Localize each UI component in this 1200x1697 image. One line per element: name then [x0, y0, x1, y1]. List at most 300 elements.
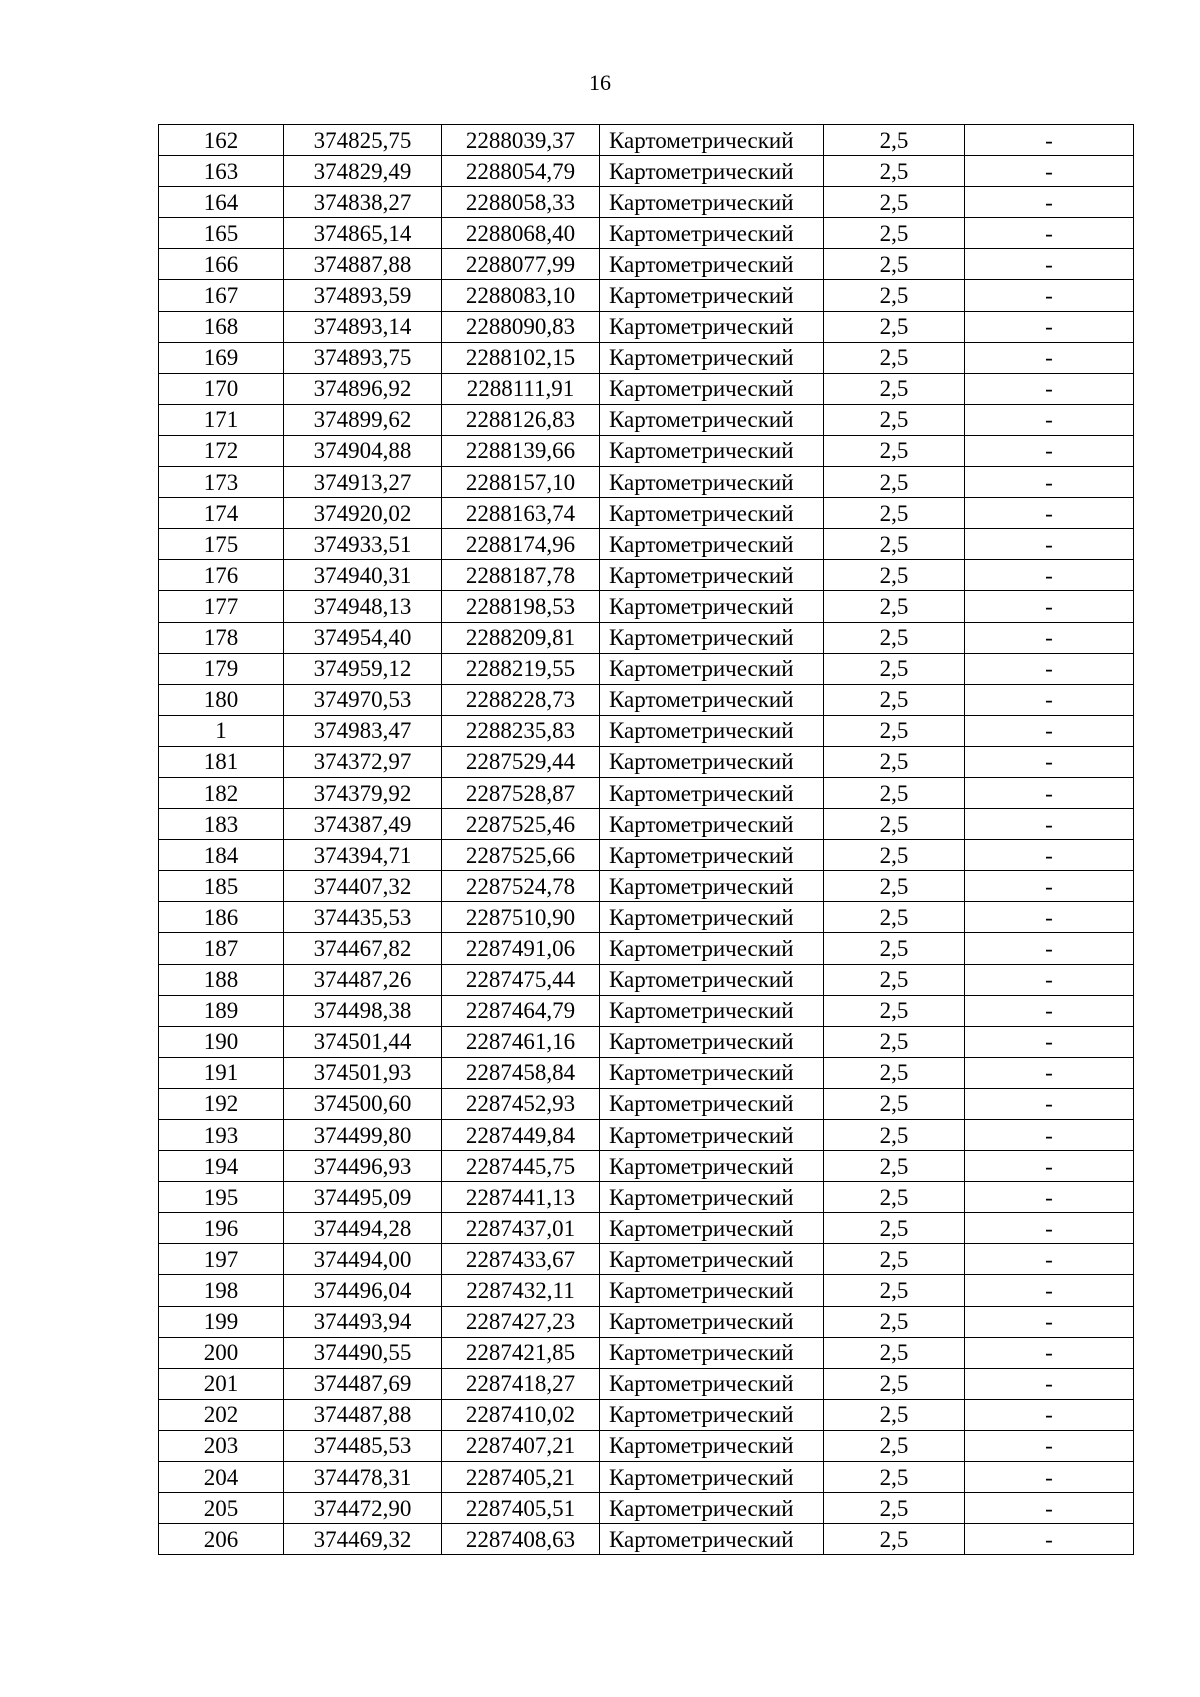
x-coordinate-cell: 374495,09 — [284, 1182, 442, 1213]
x-coordinate-cell: 374472,90 — [284, 1493, 442, 1524]
method-cell: Картометрический — [600, 404, 824, 435]
accuracy-cell: 2,5 — [824, 218, 965, 249]
description-cell: - — [965, 1399, 1134, 1430]
accuracy-cell: 2,5 — [824, 467, 965, 498]
description-cell: - — [965, 404, 1134, 435]
description-cell: - — [965, 1275, 1134, 1306]
point-number-cell: 204 — [159, 1462, 284, 1493]
x-coordinate-cell: 374379,92 — [284, 777, 442, 808]
y-coordinate-cell: 2287524,78 — [442, 871, 600, 902]
table-row — [159, 902, 1134, 933]
accuracy-cell: 2,5 — [824, 249, 965, 280]
point-number-cell: 205 — [159, 1493, 284, 1524]
y-coordinate-cell: 2287452,93 — [442, 1088, 600, 1119]
table-row — [159, 1213, 1134, 1244]
y-coordinate-cell: 2287464,79 — [442, 995, 600, 1026]
description-cell: - — [965, 591, 1134, 622]
x-coordinate-cell: 374829,49 — [284, 156, 442, 187]
method-cell: Картометрический — [600, 746, 824, 777]
method-cell: Картометрический — [600, 1493, 824, 1524]
point-number-cell: 164 — [159, 187, 284, 218]
description-cell: - — [965, 1026, 1134, 1057]
accuracy-cell: 2,5 — [824, 1120, 965, 1151]
description-cell: - — [965, 1462, 1134, 1493]
x-coordinate-cell: 374838,27 — [284, 187, 442, 218]
table-row — [159, 809, 1134, 840]
point-number-cell: 194 — [159, 1151, 284, 1182]
description-cell: - — [965, 280, 1134, 311]
description-cell: - — [965, 1306, 1134, 1337]
accuracy-cell: 2,5 — [824, 373, 965, 404]
description-cell: - — [965, 435, 1134, 466]
point-number-cell: 180 — [159, 684, 284, 715]
x-coordinate-cell: 374887,88 — [284, 249, 442, 280]
accuracy-cell: 2,5 — [824, 1026, 965, 1057]
table-row — [159, 467, 1134, 498]
point-number-cell: 206 — [159, 1524, 284, 1555]
y-coordinate-cell: 2288058,33 — [442, 187, 600, 218]
accuracy-cell: 2,5 — [824, 1244, 965, 1275]
point-number-cell: 169 — [159, 342, 284, 373]
x-coordinate-cell: 374893,59 — [284, 280, 442, 311]
table-row — [159, 1493, 1134, 1524]
y-coordinate-cell: 2287525,46 — [442, 809, 600, 840]
y-coordinate-cell: 2287427,23 — [442, 1306, 600, 1337]
accuracy-cell: 2,5 — [824, 777, 965, 808]
accuracy-cell: 2,5 — [824, 1337, 965, 1368]
x-coordinate-cell: 374913,27 — [284, 467, 442, 498]
y-coordinate-cell: 2288187,78 — [442, 560, 600, 591]
table-row — [159, 933, 1134, 964]
description-cell: - — [965, 1430, 1134, 1461]
y-coordinate-cell: 2288077,99 — [442, 249, 600, 280]
point-number-cell: 165 — [159, 218, 284, 249]
point-number-cell: 170 — [159, 373, 284, 404]
method-cell: Картометрический — [600, 902, 824, 933]
y-coordinate-cell: 2287418,27 — [442, 1368, 600, 1399]
x-coordinate-cell: 374500,60 — [284, 1088, 442, 1119]
point-number-cell: 187 — [159, 933, 284, 964]
x-coordinate-cell: 374959,12 — [284, 653, 442, 684]
x-coordinate-cell: 374394,71 — [284, 840, 442, 871]
table-row — [159, 125, 1134, 156]
accuracy-cell: 2,5 — [824, 1399, 965, 1430]
method-cell: Картометрический — [600, 1026, 824, 1057]
method-cell: Картометрический — [600, 311, 824, 342]
y-coordinate-cell: 2287449,84 — [442, 1120, 600, 1151]
description-cell: - — [965, 311, 1134, 342]
table-row — [159, 715, 1134, 746]
method-cell: Картометрический — [600, 498, 824, 529]
point-number-cell: 202 — [159, 1399, 284, 1430]
method-cell: Картометрический — [600, 373, 824, 404]
x-coordinate-cell: 374387,49 — [284, 809, 442, 840]
method-cell: Картометрический — [600, 1151, 824, 1182]
table-row — [159, 871, 1134, 902]
x-coordinate-cell: 374487,26 — [284, 964, 442, 995]
description-cell: - — [965, 1524, 1134, 1555]
accuracy-cell: 2,5 — [824, 1088, 965, 1119]
accuracy-cell: 2,5 — [824, 1430, 965, 1461]
table-row — [159, 498, 1134, 529]
point-number-cell: 173 — [159, 467, 284, 498]
table-row — [159, 1120, 1134, 1151]
accuracy-cell: 2,5 — [824, 871, 965, 902]
point-number-cell: 183 — [159, 809, 284, 840]
x-coordinate-cell: 374493,94 — [284, 1306, 442, 1337]
point-number-cell: 195 — [159, 1182, 284, 1213]
description-cell: - — [965, 902, 1134, 933]
table-row — [159, 1244, 1134, 1275]
y-coordinate-cell: 2287525,66 — [442, 840, 600, 871]
description-cell: - — [965, 125, 1134, 156]
x-coordinate-cell: 374940,31 — [284, 560, 442, 591]
table-row — [159, 1337, 1134, 1368]
point-number-cell: 184 — [159, 840, 284, 871]
accuracy-cell: 2,5 — [824, 684, 965, 715]
description-cell: - — [965, 1088, 1134, 1119]
accuracy-cell: 2,5 — [824, 715, 965, 746]
table-row — [159, 435, 1134, 466]
x-coordinate-cell: 374435,53 — [284, 902, 442, 933]
point-number-cell: 203 — [159, 1430, 284, 1461]
x-coordinate-cell: 374498,38 — [284, 995, 442, 1026]
description-cell: - — [965, 373, 1134, 404]
accuracy-cell: 2,5 — [824, 746, 965, 777]
table-row — [159, 342, 1134, 373]
x-coordinate-cell: 374933,51 — [284, 529, 442, 560]
y-coordinate-cell: 2288111,91 — [442, 373, 600, 404]
y-coordinate-cell: 2288039,37 — [442, 125, 600, 156]
accuracy-cell: 2,5 — [824, 1368, 965, 1399]
table-row — [159, 840, 1134, 871]
accuracy-cell: 2,5 — [824, 591, 965, 622]
y-coordinate-cell: 2288102,15 — [442, 342, 600, 373]
point-number-cell: 182 — [159, 777, 284, 808]
accuracy-cell: 2,5 — [824, 1493, 965, 1524]
description-cell: - — [965, 933, 1134, 964]
method-cell: Картометрический — [600, 1213, 824, 1244]
accuracy-cell: 2,5 — [824, 1182, 965, 1213]
description-cell: - — [965, 1151, 1134, 1182]
method-cell: Картометрический — [600, 653, 824, 684]
method-cell: Картометрический — [600, 125, 824, 156]
method-cell: Картометрический — [600, 467, 824, 498]
accuracy-cell: 2,5 — [824, 311, 965, 342]
accuracy-cell: 2,5 — [824, 995, 965, 1026]
table-row — [159, 156, 1134, 187]
table-row — [159, 777, 1134, 808]
x-coordinate-cell: 374893,75 — [284, 342, 442, 373]
method-cell: Картометрический — [600, 1399, 824, 1430]
method-cell: Картометрический — [600, 249, 824, 280]
table-row — [159, 404, 1134, 435]
accuracy-cell: 2,5 — [824, 622, 965, 653]
y-coordinate-cell: 2287408,63 — [442, 1524, 600, 1555]
point-number-cell: 190 — [159, 1026, 284, 1057]
y-coordinate-cell: 2287528,87 — [442, 777, 600, 808]
y-coordinate-cell: 2287437,01 — [442, 1213, 600, 1244]
y-coordinate-cell: 2288209,81 — [442, 622, 600, 653]
y-coordinate-cell: 2287491,06 — [442, 933, 600, 964]
accuracy-cell: 2,5 — [824, 1151, 965, 1182]
x-coordinate-cell: 374467,82 — [284, 933, 442, 964]
y-coordinate-cell: 2288157,10 — [442, 467, 600, 498]
point-number-cell: 168 — [159, 311, 284, 342]
x-coordinate-cell: 374485,53 — [284, 1430, 442, 1461]
y-coordinate-cell: 2288219,55 — [442, 653, 600, 684]
table-row — [159, 684, 1134, 715]
method-cell: Картометрический — [600, 435, 824, 466]
table-row — [159, 187, 1134, 218]
accuracy-cell: 2,5 — [824, 529, 965, 560]
x-coordinate-cell: 374899,62 — [284, 404, 442, 435]
point-number-cell: 196 — [159, 1213, 284, 1244]
description-cell: - — [965, 777, 1134, 808]
point-number-cell: 163 — [159, 156, 284, 187]
method-cell: Картометрический — [600, 560, 824, 591]
y-coordinate-cell: 2287432,11 — [442, 1275, 600, 1306]
table-row — [159, 1399, 1134, 1430]
y-coordinate-cell: 2288228,73 — [442, 684, 600, 715]
description-cell: - — [965, 1182, 1134, 1213]
description-cell: - — [965, 715, 1134, 746]
point-number-cell: 189 — [159, 995, 284, 1026]
accuracy-cell: 2,5 — [824, 342, 965, 373]
description-cell: - — [965, 1213, 1134, 1244]
x-coordinate-cell: 374494,28 — [284, 1213, 442, 1244]
x-coordinate-cell: 374372,97 — [284, 746, 442, 777]
table-row — [159, 529, 1134, 560]
accuracy-cell: 2,5 — [824, 840, 965, 871]
accuracy-cell: 2,5 — [824, 404, 965, 435]
point-number-cell: 166 — [159, 249, 284, 280]
accuracy-cell: 2,5 — [824, 902, 965, 933]
table-row — [159, 1430, 1134, 1461]
description-cell: - — [965, 187, 1134, 218]
description-cell: - — [965, 1057, 1134, 1088]
accuracy-cell: 2,5 — [824, 1306, 965, 1337]
description-cell: - — [965, 684, 1134, 715]
description-cell: - — [965, 622, 1134, 653]
x-coordinate-cell: 374865,14 — [284, 218, 442, 249]
point-number-cell: 192 — [159, 1088, 284, 1119]
method-cell: Картометрический — [600, 715, 824, 746]
description-cell: - — [965, 840, 1134, 871]
table-row — [159, 280, 1134, 311]
table-row — [159, 1524, 1134, 1555]
y-coordinate-cell: 2288139,66 — [442, 435, 600, 466]
x-coordinate-cell: 374893,14 — [284, 311, 442, 342]
x-coordinate-cell: 374478,31 — [284, 1462, 442, 1493]
table-row — [159, 1306, 1134, 1337]
point-number-cell: 178 — [159, 622, 284, 653]
y-coordinate-cell: 2287445,75 — [442, 1151, 600, 1182]
table-row — [159, 1275, 1134, 1306]
table-row — [159, 964, 1134, 995]
y-coordinate-cell: 2287510,90 — [442, 902, 600, 933]
method-cell: Картометрический — [600, 342, 824, 373]
point-number-cell: 176 — [159, 560, 284, 591]
description-cell: - — [965, 871, 1134, 902]
accuracy-cell: 2,5 — [824, 809, 965, 840]
x-coordinate-cell: 374954,40 — [284, 622, 442, 653]
point-number-cell: 167 — [159, 280, 284, 311]
point-number-cell: 191 — [159, 1057, 284, 1088]
method-cell: Картометрический — [600, 529, 824, 560]
x-coordinate-cell: 374904,88 — [284, 435, 442, 466]
description-cell: - — [965, 342, 1134, 373]
coordinates-table — [158, 124, 1134, 1555]
accuracy-cell: 2,5 — [824, 653, 965, 684]
x-coordinate-cell: 374948,13 — [284, 591, 442, 622]
table-row — [159, 1151, 1134, 1182]
y-coordinate-cell: 2287529,44 — [442, 746, 600, 777]
method-cell: Картометрический — [600, 218, 824, 249]
method-cell: Картометрический — [600, 1182, 824, 1213]
description-cell: - — [965, 1337, 1134, 1368]
point-number-cell: 198 — [159, 1275, 284, 1306]
x-coordinate-cell: 374501,93 — [284, 1057, 442, 1088]
accuracy-cell: 2,5 — [824, 560, 965, 591]
x-coordinate-cell: 374469,32 — [284, 1524, 442, 1555]
accuracy-cell: 2,5 — [824, 156, 965, 187]
x-coordinate-cell: 374825,75 — [284, 125, 442, 156]
point-number-cell: 186 — [159, 902, 284, 933]
y-coordinate-cell: 2288083,10 — [442, 280, 600, 311]
point-number-cell: 193 — [159, 1120, 284, 1151]
description-cell: - — [965, 809, 1134, 840]
point-number-cell: 185 — [159, 871, 284, 902]
y-coordinate-cell: 2288068,40 — [442, 218, 600, 249]
point-number-cell: 179 — [159, 653, 284, 684]
table-row — [159, 218, 1134, 249]
accuracy-cell: 2,5 — [824, 435, 965, 466]
point-number-cell: 188 — [159, 964, 284, 995]
accuracy-cell: 2,5 — [824, 1275, 965, 1306]
y-coordinate-cell: 2288198,53 — [442, 591, 600, 622]
point-number-cell: 172 — [159, 435, 284, 466]
method-cell: Картометрический — [600, 1244, 824, 1275]
x-coordinate-cell: 374496,04 — [284, 1275, 442, 1306]
table-row — [159, 622, 1134, 653]
method-cell: Картометрический — [600, 1088, 824, 1119]
table-row — [159, 1088, 1134, 1119]
y-coordinate-cell: 2288163,74 — [442, 498, 600, 529]
description-cell: - — [965, 249, 1134, 280]
y-coordinate-cell: 2288174,96 — [442, 529, 600, 560]
table-row — [159, 560, 1134, 591]
method-cell: Картометрический — [600, 684, 824, 715]
x-coordinate-cell: 374970,53 — [284, 684, 442, 715]
point-number-cell: 175 — [159, 529, 284, 560]
point-number-cell: 1 — [159, 715, 284, 746]
x-coordinate-cell: 374499,80 — [284, 1120, 442, 1151]
accuracy-cell: 2,5 — [824, 933, 965, 964]
point-number-cell: 177 — [159, 591, 284, 622]
method-cell: Картометрический — [600, 964, 824, 995]
y-coordinate-cell: 2287433,67 — [442, 1244, 600, 1275]
accuracy-cell: 2,5 — [824, 1462, 965, 1493]
description-cell: - — [965, 498, 1134, 529]
x-coordinate-cell: 374920,02 — [284, 498, 442, 529]
description-cell: - — [965, 467, 1134, 498]
y-coordinate-cell: 2287458,84 — [442, 1057, 600, 1088]
method-cell: Картометрический — [600, 840, 824, 871]
x-coordinate-cell: 374487,69 — [284, 1368, 442, 1399]
description-cell: - — [965, 1493, 1134, 1524]
method-cell: Картометрический — [600, 1275, 824, 1306]
x-coordinate-cell: 374494,00 — [284, 1244, 442, 1275]
point-number-cell: 200 — [159, 1337, 284, 1368]
table-row — [159, 249, 1134, 280]
x-coordinate-cell: 374501,44 — [284, 1026, 442, 1057]
point-number-cell: 199 — [159, 1306, 284, 1337]
point-number-cell: 201 — [159, 1368, 284, 1399]
x-coordinate-cell: 374496,93 — [284, 1151, 442, 1182]
accuracy-cell: 2,5 — [824, 1057, 965, 1088]
y-coordinate-cell: 2287421,85 — [442, 1337, 600, 1368]
x-coordinate-cell: 374896,92 — [284, 373, 442, 404]
accuracy-cell: 2,5 — [824, 125, 965, 156]
y-coordinate-cell: 2288090,83 — [442, 311, 600, 342]
table-row — [159, 1057, 1134, 1088]
description-cell: - — [965, 1120, 1134, 1151]
method-cell: Картометрический — [600, 187, 824, 218]
method-cell: Картометрический — [600, 280, 824, 311]
y-coordinate-cell: 2288054,79 — [442, 156, 600, 187]
method-cell: Картометрический — [600, 777, 824, 808]
accuracy-cell: 2,5 — [824, 964, 965, 995]
method-cell: Картометрический — [600, 1524, 824, 1555]
method-cell: Картометрический — [600, 1057, 824, 1088]
table-row — [159, 1026, 1134, 1057]
description-cell: - — [965, 653, 1134, 684]
description-cell: - — [965, 746, 1134, 777]
description-cell: - — [965, 995, 1134, 1026]
method-cell: Картометрический — [600, 995, 824, 1026]
method-cell: Картометрический — [600, 1368, 824, 1399]
y-coordinate-cell: 2287407,21 — [442, 1430, 600, 1461]
x-coordinate-cell: 374487,88 — [284, 1399, 442, 1430]
accuracy-cell: 2,5 — [824, 1213, 965, 1244]
method-cell: Картометрический — [600, 622, 824, 653]
method-cell: Картометрический — [600, 1337, 824, 1368]
accuracy-cell: 2,5 — [824, 1524, 965, 1555]
accuracy-cell: 2,5 — [824, 187, 965, 218]
y-coordinate-cell: 2287461,16 — [442, 1026, 600, 1057]
method-cell: Картометрический — [600, 1430, 824, 1461]
description-cell: - — [965, 1244, 1134, 1275]
table-row — [159, 1182, 1134, 1213]
method-cell: Картометрический — [600, 1306, 824, 1337]
method-cell: Картометрический — [600, 809, 824, 840]
description-cell: - — [965, 1368, 1134, 1399]
table-row — [159, 1368, 1134, 1399]
point-number-cell: 181 — [159, 746, 284, 777]
method-cell: Картометрический — [600, 1120, 824, 1151]
method-cell: Картометрический — [600, 591, 824, 622]
y-coordinate-cell: 2287475,44 — [442, 964, 600, 995]
method-cell: Картометрический — [600, 933, 824, 964]
description-cell: - — [965, 156, 1134, 187]
table-row — [159, 373, 1134, 404]
coordinates-table-body — [159, 125, 1134, 1555]
point-number-cell: 174 — [159, 498, 284, 529]
x-coordinate-cell: 374407,32 — [284, 871, 442, 902]
point-number-cell: 162 — [159, 125, 284, 156]
description-cell: - — [965, 529, 1134, 560]
